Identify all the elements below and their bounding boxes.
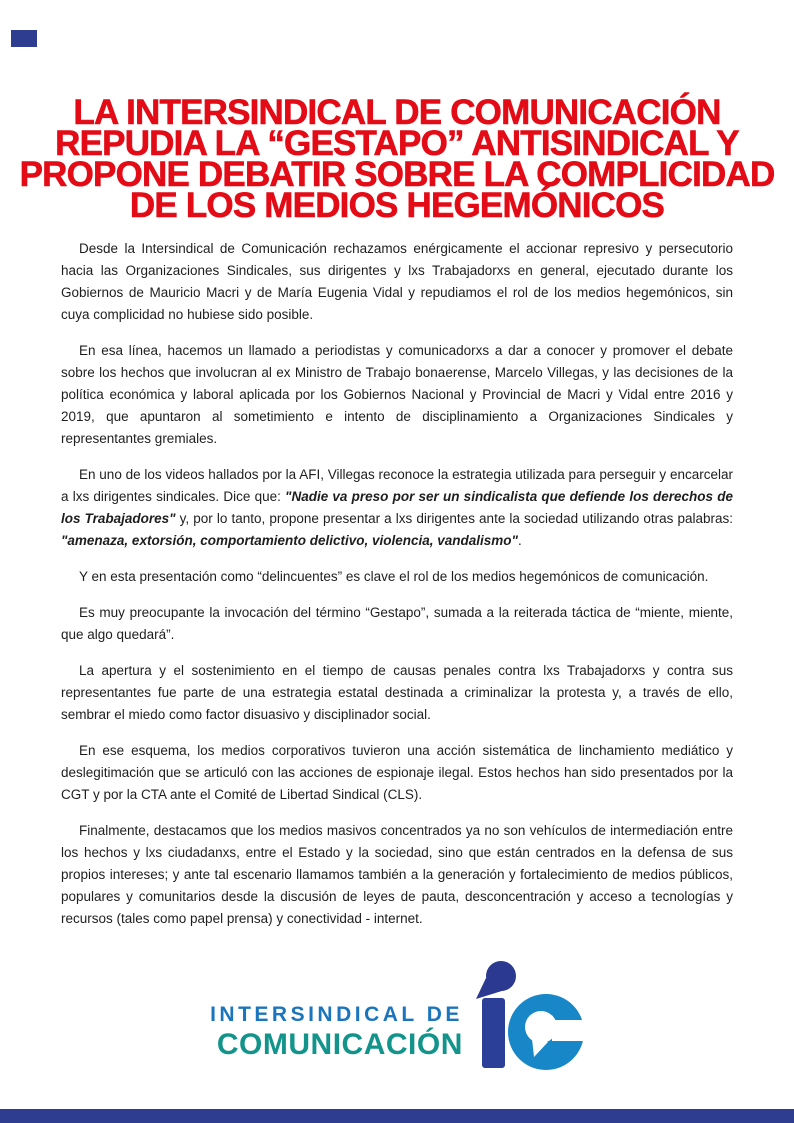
title-line: REPUDIA LA “GESTAPO” ANTISINDICAL Y: [55, 124, 739, 163]
title-line: DE LOS MEDIOS HEGEMÓNICOS: [129, 186, 665, 225]
quoted-emphasis-text: "amenaza, extorsión, comportamiento delictivo, violencia, vandalismo": [61, 533, 518, 548]
paragraph: [61, 340, 733, 450]
page-title: [0, 93, 794, 225]
quoted-emphasis-text: "Nadie va preso por ser un sindicalista que defiende los derechos de los Trabajadores": [61, 489, 733, 526]
paragraph: [61, 820, 733, 930]
logo-text: [210, 1002, 463, 1070]
body-text: En esa línea, hacemos un llamado a periodistas y comunicadorxs a dar a conocer y promover el debate sobre los hechos que involucran al ex Ministro de Trabajo bonaerense, Marcelo Villegas, y las decisiones de la política económica y laboral aplicada por los Gobiernos Nacional y Provincial de Macri y Vidal entre 2016 y 2019, que apuntaron al sometimiento e intento de disciplinamiento a Organizaciones Sindicales y representantes gremiales.: [61, 343, 733, 446]
body-text: En ese esquema, los medios corporativos tuvieron una acción sistemática de linchamiento mediático y deslegitimación que se articuló con las acciones de espionaje ilegal. Estos hechos han sido presentados por la CGT y por la CTA ante el Comité de Libertad Sindical (CLS).: [61, 743, 733, 802]
body-text: .: [517, 533, 522, 548]
body-text: Finalmente, destacamos que los medios masivos concentrados ya no son vehículos de intermediación entre los hechos y lxs ciudadanxs, entre el Estado y la sociedad, sino que están centrados en la defensa de sus propios intereses; y ante tal escenario llamamos también a la generación y fortalecimiento de medios públicos, populares y comunitarios desde la discusión de leyes de pauta, desconcentración y acceso a tecnologías y recursos (tales como papel prensa) y conectividad - internet.: [61, 823, 733, 926]
body-text: Es muy preocupante la invocación del término “Gestapo”, sumada a la reiterada táctica de “miente, miente, que algo quedará”.: [61, 605, 733, 642]
title-line: PROPONE DEBATIR SOBRE LA COMPLICIDAD: [19, 155, 775, 194]
article-body: [61, 238, 733, 944]
top-left-mark: [11, 30, 37, 47]
body-text: Desde la Intersindical de Comunicación rechazamos enérgicamente el accionar represivo y persecutorio hacia las Organizaciones Sindicales, sus dirigentes y lxs Trabajadorxs en general, ejecutado durante los Gobiernos de Mauricio Macri y de María Eugenia Vidal y repudiamos el rol de los medios hegemónicos, sin cuya complicidad no hubiese sido posible.: [61, 241, 733, 322]
logo: [0, 956, 794, 1070]
body-text: En uno de los videos hallados por la AFI, Villegas reconoce la estrategia utilizada para perseguir y encarcelar a lxs dirigentes sindicales. Dice que:: [61, 467, 733, 504]
body-text: Y en esta presentación como “delincuentes” es clave el rol de los medios hegemónicos de comunicación.: [79, 569, 709, 584]
body-text: y, por lo tanto, propone presentar a lxs dirigentes ante la sociedad utilizando otras palabras:: [179, 511, 733, 526]
ic-speech-bubble-logo-icon: [472, 956, 584, 1070]
title-line: LA INTERSINDICAL DE COMUNICACIÓN: [73, 93, 721, 132]
paragraph: [61, 566, 733, 588]
paragraph: [61, 602, 733, 646]
paragraph: [61, 740, 733, 806]
paragraph: [61, 660, 733, 726]
body-text: La apertura y el sostenimiento en el tiempo de causas penales contra lxs Trabajadorxs y contra sus representantes fue parte de una estrategia estatal destinada a criminalizar la protesta y, a través de ello, sembrar el miedo como factor disuasivo y disciplinador social.: [61, 663, 733, 722]
logo-line-2: COMUNICACIÓN: [216, 1028, 463, 1061]
paragraph: [61, 238, 733, 326]
footer-bar: [0, 1109, 794, 1123]
paragraph: [61, 464, 733, 552]
logo-line-1: INTERSINDICAL DE: [210, 1003, 463, 1026]
